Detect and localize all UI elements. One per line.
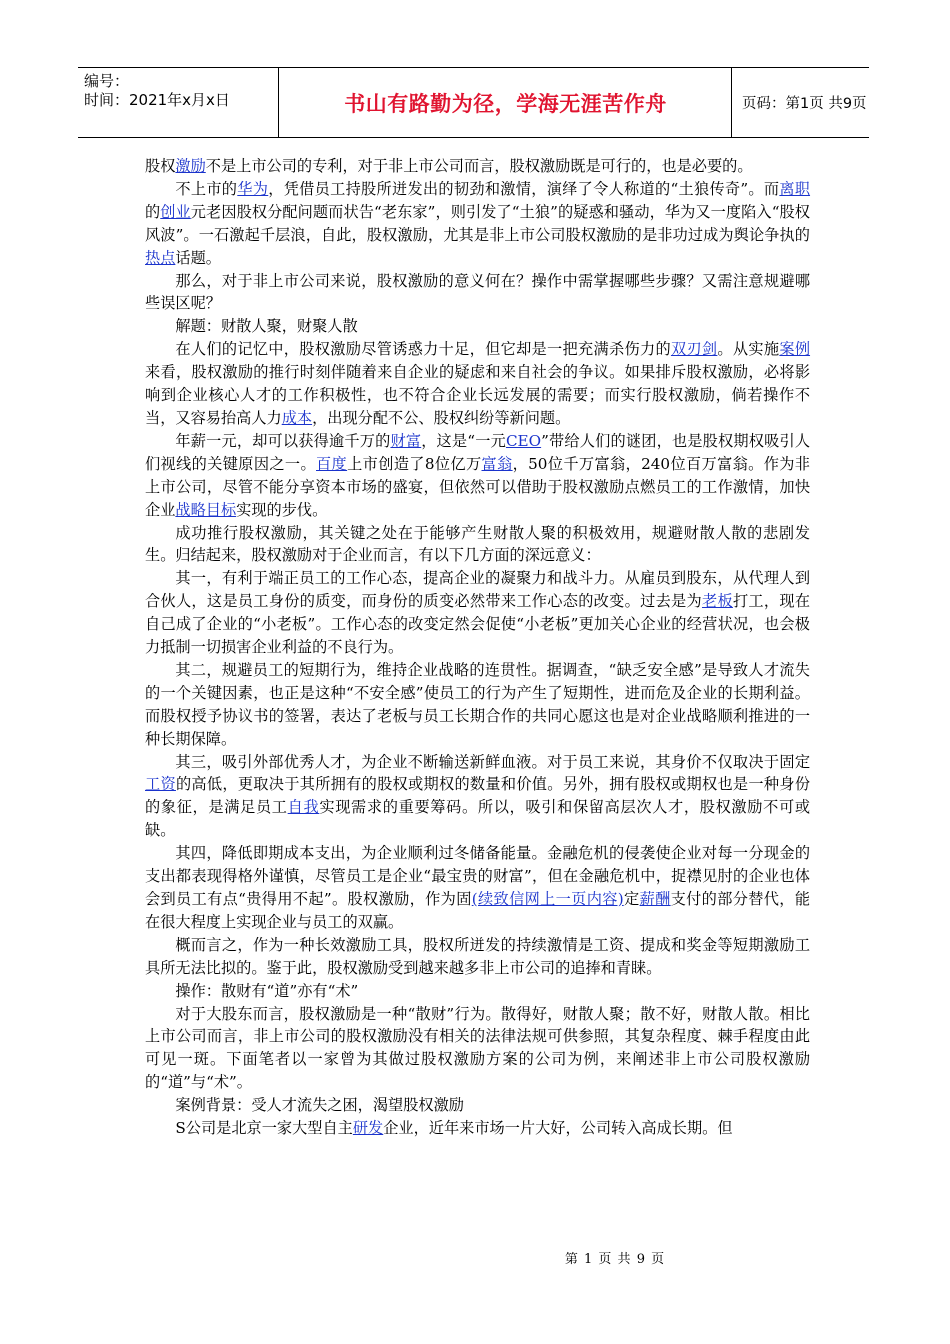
paragraph-text: 元老因股权分配问题而状告“老东家”，则引发了“土狼”的疑惑和骚动，华为又一度陷入“股权风波”。一石激起千层浪，自此，股权激励，尤其是非上市公司股权激励的是非功过成为舆论争执的 <box>145 202 810 244</box>
paragraph-text: ，50位千万富翁，240位百万富翁。作为非上市公司，尽管不能分享资本市场的盛宴，但依然可以借助于股权激励点燃员工的工作激情，加快企业 <box>145 454 810 519</box>
paragraph-text: 其一，有利于端正员工的工作心态，提高企业的凝聚力和战斗力。从雇员到股东，从代理人到合伙人，这是员工身份的质变，而身份的质变必然带来工作心态的改变。过去是为 <box>145 569 810 611</box>
paragraph-text: 年薪一元，却可以获得逾千万的 <box>175 431 391 450</box>
paragraph-text: 。从实施 <box>717 340 780 359</box>
inline-link[interactable]: (续致信网上一页内容) <box>471 890 624 908</box>
inline-link[interactable]: 富翁 <box>481 454 513 473</box>
paragraph-text: 支付的部分替代，能在很大程度上实现企业与员工的双赢。 <box>145 890 811 931</box>
paragraph <box>145 842 810 934</box>
inline-link[interactable]: 华为 <box>237 179 269 198</box>
paragraph <box>145 522 810 568</box>
paragraph-text: 股权 <box>145 157 176 175</box>
paragraph-text: ，出现分配不公、股权纠纷等新问题。 <box>312 408 571 427</box>
inline-link[interactable]: 战略目标 <box>175 500 237 519</box>
inline-link[interactable]: 自我 <box>287 798 320 817</box>
paragraph-text: ”带给人们的谜团，也是股权期权吸引人们视线的关键原因之一。 <box>145 431 811 473</box>
paragraph-text: 解题：财散人聚，财聚人散 <box>175 317 358 336</box>
inline-link[interactable]: 工资 <box>145 775 176 794</box>
paragraph-text: 的高低，更取决于其所拥有的股权或期权的数量和价值。另外，拥有股权或期权也是一种身份的象征，是满足员工 <box>145 775 811 817</box>
paragraph <box>145 315 810 338</box>
paragraph <box>145 659 810 751</box>
inline-link[interactable]: 百度 <box>316 454 348 473</box>
paragraph-text: 概而言之，作为一种长效激励工具，股权所迸发的持续激情是工资、提成和奖金等短期激励工具所无法比拟的。鉴于此，股权激励受到越来越多非上市公司的追捧和青睐。 <box>145 935 810 977</box>
page-header <box>78 67 869 138</box>
page-footer <box>0 1248 950 1267</box>
paragraph <box>145 430 810 522</box>
header-motto: 书山有路勤为径，学海无涯苦作舟 <box>280 68 732 137</box>
paragraph <box>145 980 810 1003</box>
document-date-label: 时间：2021年x月x日 <box>84 91 230 109</box>
paragraph-text: 那么，对于非上市公司来说，股权激励的意义何在？操作中需掌握哪些步骤？又需注意规避哪些误区呢？ <box>145 271 810 313</box>
paragraph-text: 其三，吸引外部优秀人才，为企业不断输送新鲜血液。对于员工来说，其身价不仅取决于固定 <box>175 752 810 771</box>
paragraph-text: 成功推行股权激励，其关键之处在于能够产生财散人聚的积极效用，规避财散人散的悲剧发生。归结起来，股权激励对于企业而言，有以下几方面的深远意义： <box>145 523 810 565</box>
paragraph-text: 上市创造了8位亿万 <box>347 454 482 473</box>
paragraph-text: 对于大股东而言，股权激励是一种“散财”行为。散得好，财散人聚；散不好，财散人散。相比上市公司而言，非上市公司的股权激励没有相关的法律法规可供参照，其复杂程度、棘手程度由此可见一斑。下面笔者以一家曾为其做过股权激励方案的公司为例，来阐述非上市公司股权激励的“道”与“术”。 <box>145 1004 810 1092</box>
article-body <box>145 155 810 1140</box>
paragraph <box>145 1117 810 1140</box>
footer-page-number: 第 1 页 共 9 页 <box>564 1252 666 1267</box>
paragraph-text: 实现的步伐。 <box>236 500 328 519</box>
paragraph-text: 不是上市公司的专利，对于非上市公司而言，股权激励既是可行的，也是必要的。 <box>205 157 753 175</box>
paragraph <box>145 751 810 843</box>
header-page-number: 页码：第1页 共9页 <box>742 96 867 112</box>
paragraph-text: 在人们的记忆中，股权激励尽管诱惑力十足，但它却是一把充满杀伤力的 <box>175 340 671 359</box>
paragraph-text: 企业，近年来市场一片大好，公司转入高成长期。但 <box>383 1119 733 1138</box>
paragraph-text: 其四，降低即期成本支出，为企业顺利过冬储备能量。金融危机的侵袭使企业对每一分现金的支出都表现得格外谨慎，尽管员工是企业“最宝贵的财富”，但在金融危机中，捉襟见肘的企业也体会到员工有点“贵得用不起”。股权激励，作为固 <box>145 844 810 908</box>
inline-link[interactable]: 双刃剑 <box>670 340 718 359</box>
paragraph-text: 不上市的 <box>175 179 238 198</box>
paragraph-text: ，凭借员工持股所迸发出的韧劲和激情，演绎了令人称道的“土狼传奇”。而 <box>268 179 780 198</box>
inline-link[interactable]: 热点 <box>145 248 176 267</box>
inline-link[interactable]: 财富 <box>390 431 422 450</box>
paragraph-text: 来看，股权激励的推行时刻伴随着来自企业的疑虑和来自社会的争议。如果排斥股权激励，必将影响到企业核心人才的工作积极性，也不符合企业长远发展的需要；而实行股权激励，倘若操作不当，又容易抬高人力 <box>145 363 810 427</box>
paragraph <box>145 178 810 270</box>
inline-link[interactable]: 创业 <box>160 202 191 221</box>
document-number-label: 编号： <box>84 72 130 90</box>
header-meta-cell <box>78 68 279 137</box>
paragraph <box>145 270 810 316</box>
paragraph-text: 操作：散财有“道”亦有“术” <box>175 981 359 1000</box>
inline-link[interactable]: 离职 <box>779 179 811 198</box>
paragraph <box>145 567 810 659</box>
paragraph-text: 的 <box>145 202 161 221</box>
paragraph <box>145 934 810 980</box>
paragraph-text: 案例背景：受人才流失之困，渴望股权激励 <box>175 1096 464 1115</box>
inline-link[interactable]: CEO <box>505 431 542 450</box>
paragraph <box>145 338 810 430</box>
inline-link[interactable]: 薪酬 <box>639 890 671 908</box>
inline-link[interactable]: 激励 <box>175 157 206 175</box>
inline-link[interactable]: 老板 <box>701 592 733 611</box>
paragraph <box>145 1094 810 1117</box>
inline-link[interactable]: 案例 <box>779 340 811 359</box>
paragraph-text: ，这是“一元 <box>421 431 506 450</box>
paragraph-text: 实现需求的重要筹码。所以，吸引和保留高层次人才，股权激励不可或缺。 <box>145 798 811 840</box>
inline-link[interactable]: 成本 <box>281 408 313 427</box>
paragraph-text: 其二，规避员工的短期行为，维持企业战略的连贯性。据调查，“缺乏安全感”是导致人才流失的一个关键因素，也正是这种“不安全感”使员工的行为产生了短期性，进而危及企业的长期利益。而股权授予协议书的签署，表达了老板与员工长期合作的共同心愿这也是对企业战略顺利推进的一种长期保障。 <box>145 660 810 748</box>
paragraph-text: S公司是北京一家大型自主 <box>175 1119 353 1138</box>
paragraph <box>145 155 810 178</box>
paragraph <box>145 1003 810 1095</box>
paragraph-text: 打工，现在自己成了企业的“小老板”。工作心态的改变定然会促使“小老板”更加关心企业的经营状况，也会极力抵制一切损害企业利益的不良行为。 <box>145 592 811 657</box>
inline-link[interactable]: 研发 <box>352 1119 384 1138</box>
paragraph-text: 定 <box>623 890 640 908</box>
paragraph-text: 话题。 <box>175 248 221 267</box>
